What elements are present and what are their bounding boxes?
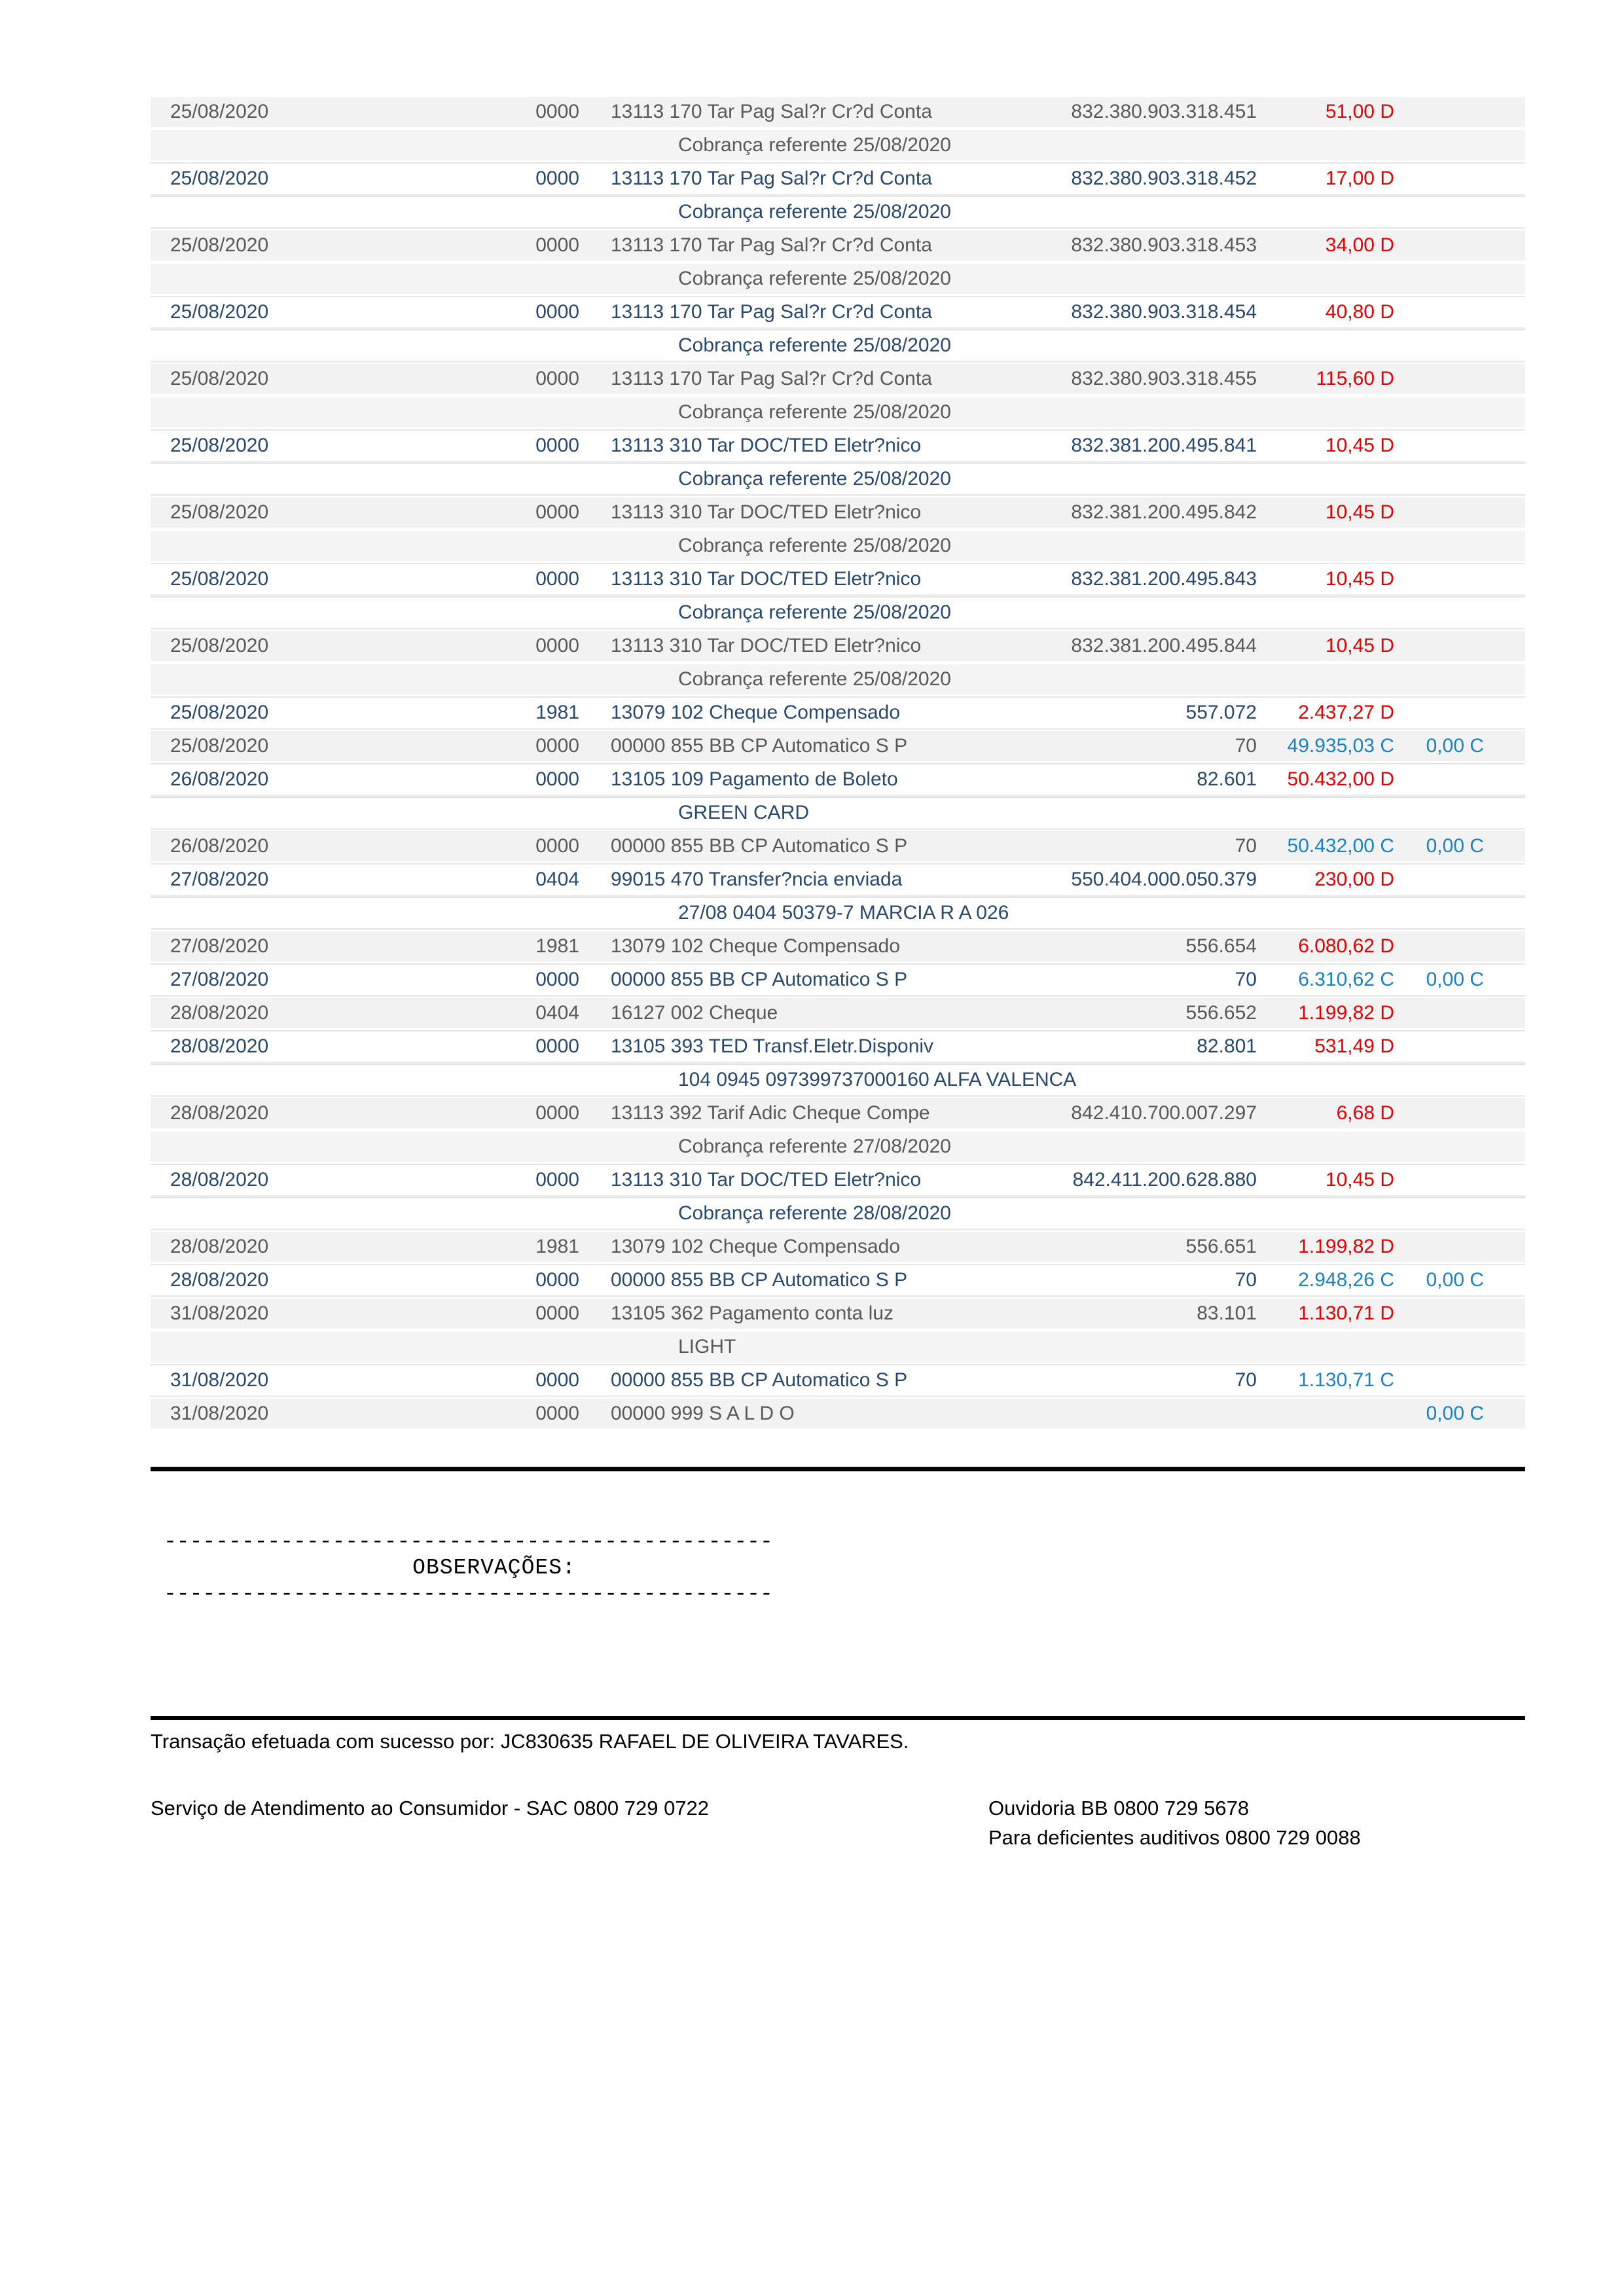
transaction-lote: 0000 (535, 969, 579, 990)
transaction-lote: 0000 (535, 735, 579, 757)
transaction-lote: 0000 (535, 1269, 579, 1291)
transaction-value: 2.437,27 D (1298, 702, 1394, 723)
transaction-detail-row: Cobrança referente 25/08/2020 (151, 331, 1525, 361)
transaction-success-line: Transação efetuada com sucesso por: JC830635 RAFAEL DE OLIVEIRA TAVARES. (151, 1730, 909, 1753)
transaction-detail-row: LIGHT (151, 1332, 1525, 1362)
transaction-description: 13079 102 Cheque Compensado (611, 1236, 901, 1257)
transaction-row (151, 431, 1525, 461)
transaction-row (151, 497, 1525, 528)
transaction-date: 25/08/2020 (170, 101, 269, 122)
observations-label: OBSERVAÇÕES: (412, 1556, 576, 1580)
transaction-document-number: 70 (1235, 969, 1257, 990)
transaction-detail-row: Cobrança referente 25/08/2020 (151, 664, 1525, 694)
transaction-lote: 0000 (535, 501, 579, 523)
transaction-value: 51,00 D (1325, 101, 1394, 122)
transaction-document-number: 832.380.903.318.455 (1071, 368, 1257, 389)
transaction-description: 13113 170 Tar Pag Sal?r Cr?d Conta (611, 101, 932, 122)
transaction-date: 25/08/2020 (170, 168, 269, 189)
transaction-value: 230,00 D (1314, 869, 1394, 890)
transaction-date: 25/08/2020 (170, 301, 269, 323)
transaction-lote: 1981 (535, 702, 579, 723)
transaction-lote: 0404 (535, 869, 579, 890)
transaction-balance: 0,00 C (1426, 835, 1484, 857)
transaction-value: 50.432,00 D (1287, 768, 1394, 790)
transaction-description: 13113 310 Tar DOC/TED Eletr?nico (611, 1169, 922, 1191)
transaction-date: 25/08/2020 (170, 702, 269, 723)
transaction-value: 1.130,71 C (1298, 1369, 1394, 1391)
transaction-description: 00000 855 BB CP Automatico S P (611, 969, 908, 990)
transaction-document-number: 832.381.200.495.841 (1071, 435, 1257, 456)
transaction-date: 25/08/2020 (170, 368, 269, 389)
transaction-row (151, 731, 1525, 761)
transaction-description: 13113 170 Tar Pag Sal?r Cr?d Conta (611, 301, 932, 323)
transaction-lote: 0000 (535, 1102, 579, 1124)
transaction-balance: 0,00 C (1426, 1403, 1484, 1424)
transaction-row (151, 1031, 1525, 1062)
transaction-lote: 0000 (535, 635, 579, 656)
transaction-row (151, 1299, 1525, 1329)
footer-top-rule (151, 1716, 1525, 1720)
transaction-row (151, 865, 1525, 895)
transaction-document-number: 82.601 (1197, 768, 1257, 790)
transaction-detail-row: 104 0945 097399737000160 ALFA VALENCA (151, 1065, 1525, 1095)
transaction-lote: 0000 (535, 568, 579, 590)
transaction-document-number: 70 (1235, 1369, 1257, 1391)
transaction-document-number: 70 (1235, 1269, 1257, 1291)
transaction-row (151, 965, 1525, 995)
transaction-value: 34,00 D (1325, 234, 1394, 256)
transaction-row (151, 1232, 1525, 1262)
transaction-date: 25/08/2020 (170, 234, 269, 256)
transaction-value: 1.199,82 D (1298, 1236, 1394, 1257)
transaction-lote: 0404 (535, 1002, 579, 1024)
transaction-row (151, 1265, 1525, 1295)
transaction-description: 13105 393 TED Transf.Eletr.Disponiv (611, 1035, 934, 1057)
transaction-row (151, 631, 1525, 661)
transaction-document-number: 832.381.200.495.843 (1071, 568, 1257, 590)
transaction-detail-row: Cobrança referente 25/08/2020 (151, 130, 1525, 160)
transaction-description: 13113 170 Tar Pag Sal?r Cr?d Conta (611, 368, 932, 389)
transaction-date: 31/08/2020 (170, 1302, 269, 1324)
transaction-lote: 0000 (535, 1369, 579, 1391)
transaction-row (151, 1165, 1525, 1195)
transaction-description: 13079 102 Cheque Compensado (611, 935, 901, 957)
transaction-lote: 1981 (535, 935, 579, 957)
contact-block (151, 1793, 1525, 1852)
transaction-document-number: 832.381.200.495.842 (1071, 501, 1257, 523)
transaction-row (151, 831, 1525, 861)
transaction-lote: 0000 (535, 101, 579, 122)
transaction-value: 10,45 D (1325, 1169, 1394, 1191)
transaction-detail-row: Cobrança referente 25/08/2020 (151, 264, 1525, 294)
deaf-line: Para deficientes auditivos 0800 729 0088 (988, 1826, 1361, 1849)
transaction-lote: 0000 (535, 1169, 579, 1191)
transaction-document-number: 832.380.903.318.453 (1071, 234, 1257, 256)
transaction-value: 10,45 D (1325, 435, 1394, 456)
transaction-row (151, 998, 1525, 1028)
transaction-value: 6.310,62 C (1298, 969, 1394, 990)
transaction-row (151, 764, 1525, 795)
transaction-value: 40,80 D (1325, 301, 1394, 323)
transaction-date: 28/08/2020 (170, 1035, 269, 1057)
transaction-date: 28/08/2020 (170, 1236, 269, 1257)
transaction-value: 17,00 D (1325, 168, 1394, 189)
statement-table (151, 97, 1525, 1429)
transaction-lote: 0000 (535, 234, 579, 256)
transaction-date: 27/08/2020 (170, 935, 269, 957)
transaction-date: 25/08/2020 (170, 568, 269, 590)
transaction-value: 50.432,00 C (1287, 835, 1394, 857)
transaction-lote: 0000 (535, 435, 579, 456)
transaction-value: 1.130,71 D (1298, 1302, 1394, 1324)
transaction-lote: 0000 (535, 768, 579, 790)
sac-line: Serviço de Atendimento ao Consumidor - SAC 0800 729 0722 (151, 1797, 710, 1820)
transaction-row (151, 364, 1525, 394)
transaction-document-number: 550.404.000.050.379 (1071, 869, 1257, 890)
transaction-description: 00000 855 BB CP Automatico S P (611, 1269, 908, 1291)
transaction-value: 6.080,62 D (1298, 935, 1394, 957)
transaction-row (151, 931, 1525, 961)
transaction-value: 1.199,82 D (1298, 1002, 1394, 1024)
transaction-lote: 0000 (535, 368, 579, 389)
transaction-detail-row: Cobrança referente 25/08/2020 (151, 464, 1525, 494)
transaction-document-number: 832.380.903.318.452 (1071, 168, 1257, 189)
transaction-value: 49.935,03 C (1287, 735, 1394, 757)
transaction-description: 13113 310 Tar DOC/TED Eletr?nico (611, 435, 922, 456)
transaction-detail-row: Cobrança referente 28/08/2020 (151, 1198, 1525, 1229)
transaction-document-number: 832.380.903.318.451 (1071, 101, 1257, 122)
ouvidoria-block (988, 1793, 1361, 1852)
transaction-balance: 0,00 C (1426, 1269, 1484, 1291)
transaction-detail-row: Cobrança referente 27/08/2020 (151, 1132, 1525, 1162)
transaction-date: 25/08/2020 (170, 735, 269, 757)
transaction-detail-row: Cobrança referente 25/08/2020 (151, 598, 1525, 628)
transaction-date: 31/08/2020 (170, 1403, 269, 1424)
transaction-row (151, 698, 1525, 728)
transaction-description: 00000 999 S A L D O (611, 1403, 795, 1424)
transaction-description: 13105 362 Pagamento conta luz (611, 1302, 893, 1324)
transaction-description: 13113 310 Tar DOC/TED Eletr?nico (611, 635, 922, 656)
transaction-date: 25/08/2020 (170, 435, 269, 456)
transaction-row (151, 1399, 1525, 1429)
transaction-date: 27/08/2020 (170, 969, 269, 990)
transaction-date: 28/08/2020 (170, 1102, 269, 1124)
transaction-balance: 0,00 C (1426, 969, 1484, 990)
transaction-document-number: 557.072 (1185, 702, 1257, 723)
transaction-document-number: 83.101 (1197, 1302, 1257, 1324)
transaction-value: 115,60 D (1316, 368, 1394, 389)
transaction-document-number: 842.410.700.007.297 (1071, 1102, 1257, 1124)
transaction-detail-row: Cobrança referente 25/08/2020 (151, 397, 1525, 427)
transaction-lote: 0000 (535, 1403, 579, 1424)
transaction-value: 6,68 D (1336, 1102, 1394, 1124)
transaction-lote: 0000 (535, 835, 579, 857)
transaction-row (151, 1365, 1525, 1395)
transaction-document-number: 556.652 (1185, 1002, 1257, 1024)
transaction-date: 26/08/2020 (170, 835, 269, 857)
transaction-value: 2.948,26 C (1298, 1269, 1394, 1291)
transaction-description: 00000 855 BB CP Automatico S P (611, 1369, 908, 1391)
transaction-document-number: 70 (1235, 735, 1257, 757)
transaction-date: 28/08/2020 (170, 1169, 269, 1191)
transaction-lote: 0000 (535, 301, 579, 323)
transaction-document-number: 70 (1235, 835, 1257, 857)
transaction-date: 27/08/2020 (170, 869, 269, 890)
transaction-document-number: 556.654 (1185, 935, 1257, 957)
statement-page-content (151, 97, 1525, 1852)
transaction-document-number: 842.411.200.628.880 (1072, 1169, 1257, 1191)
transaction-description: 13113 170 Tar Pag Sal?r Cr?d Conta (611, 234, 932, 256)
transaction-row (151, 164, 1525, 194)
transaction-description: 99015 470 Transfer?ncia enviada (611, 869, 903, 890)
transaction-date: 28/08/2020 (170, 1002, 269, 1024)
transaction-detail-row: Cobrança referente 25/08/2020 (151, 197, 1525, 227)
transaction-document-number: 82.801 (1197, 1035, 1257, 1057)
transaction-description: 13113 392 Tarif Adic Cheque Compe (611, 1102, 930, 1124)
table-bottom-rule (151, 1467, 1525, 1471)
transaction-date: 25/08/2020 (170, 635, 269, 656)
transaction-date: 25/08/2020 (170, 501, 269, 523)
transaction-value: 10,45 D (1325, 635, 1394, 656)
transaction-date: 28/08/2020 (170, 1269, 269, 1291)
transaction-lote: 0000 (535, 1302, 579, 1324)
transaction-detail-row: Cobrança referente 25/08/2020 (151, 531, 1525, 561)
transaction-description: 13113 170 Tar Pag Sal?r Cr?d Conta (611, 168, 932, 189)
transaction-document-number: 832.380.903.318.454 (1071, 301, 1257, 323)
transaction-date: 26/08/2020 (170, 768, 269, 790)
transaction-row (151, 230, 1525, 260)
transaction-description: 16127 002 Cheque (611, 1002, 778, 1024)
ouvidoria-line: Ouvidoria BB 0800 729 5678 (988, 1797, 1250, 1820)
transaction-description: 13079 102 Cheque Compensado (611, 702, 901, 723)
transaction-description: 13113 310 Tar DOC/TED Eletr?nico (611, 501, 922, 523)
transaction-lote: 1981 (535, 1236, 579, 1257)
transaction-document-number: 832.381.200.495.844 (1071, 635, 1257, 656)
transaction-lote: 0000 (535, 168, 579, 189)
transaction-description: 13113 310 Tar DOC/TED Eletr?nico (611, 568, 922, 590)
transaction-lote: 0000 (535, 1035, 579, 1057)
transaction-description: 13105 109 Pagamento de Boleto (611, 768, 898, 790)
transaction-date: 31/08/2020 (170, 1369, 269, 1391)
transaction-description: 00000 855 BB CP Automatico S P (611, 835, 908, 857)
observations-dash-bottom: ----------------------------------------------- (164, 1582, 773, 1606)
transaction-row (151, 297, 1525, 327)
transaction-detail-row: GREEN CARD (151, 798, 1525, 828)
transaction-detail-row: 27/08 0404 50379-7 MARCIA R A 026 (151, 898, 1525, 928)
transaction-row (151, 97, 1525, 127)
observations-block (164, 1529, 825, 1607)
transaction-balance: 0,00 C (1426, 735, 1484, 757)
transaction-document-number: 556.651 (1185, 1236, 1257, 1257)
observations-dash-top: ----------------------------------------------- (164, 1530, 773, 1554)
transaction-row (151, 564, 1525, 594)
transaction-description: 00000 855 BB CP Automatico S P (611, 735, 908, 757)
transaction-value: 531,49 D (1314, 1035, 1394, 1057)
transaction-value: 10,45 D (1325, 501, 1394, 523)
transaction-value: 10,45 D (1325, 568, 1394, 590)
transaction-row (151, 1098, 1525, 1128)
